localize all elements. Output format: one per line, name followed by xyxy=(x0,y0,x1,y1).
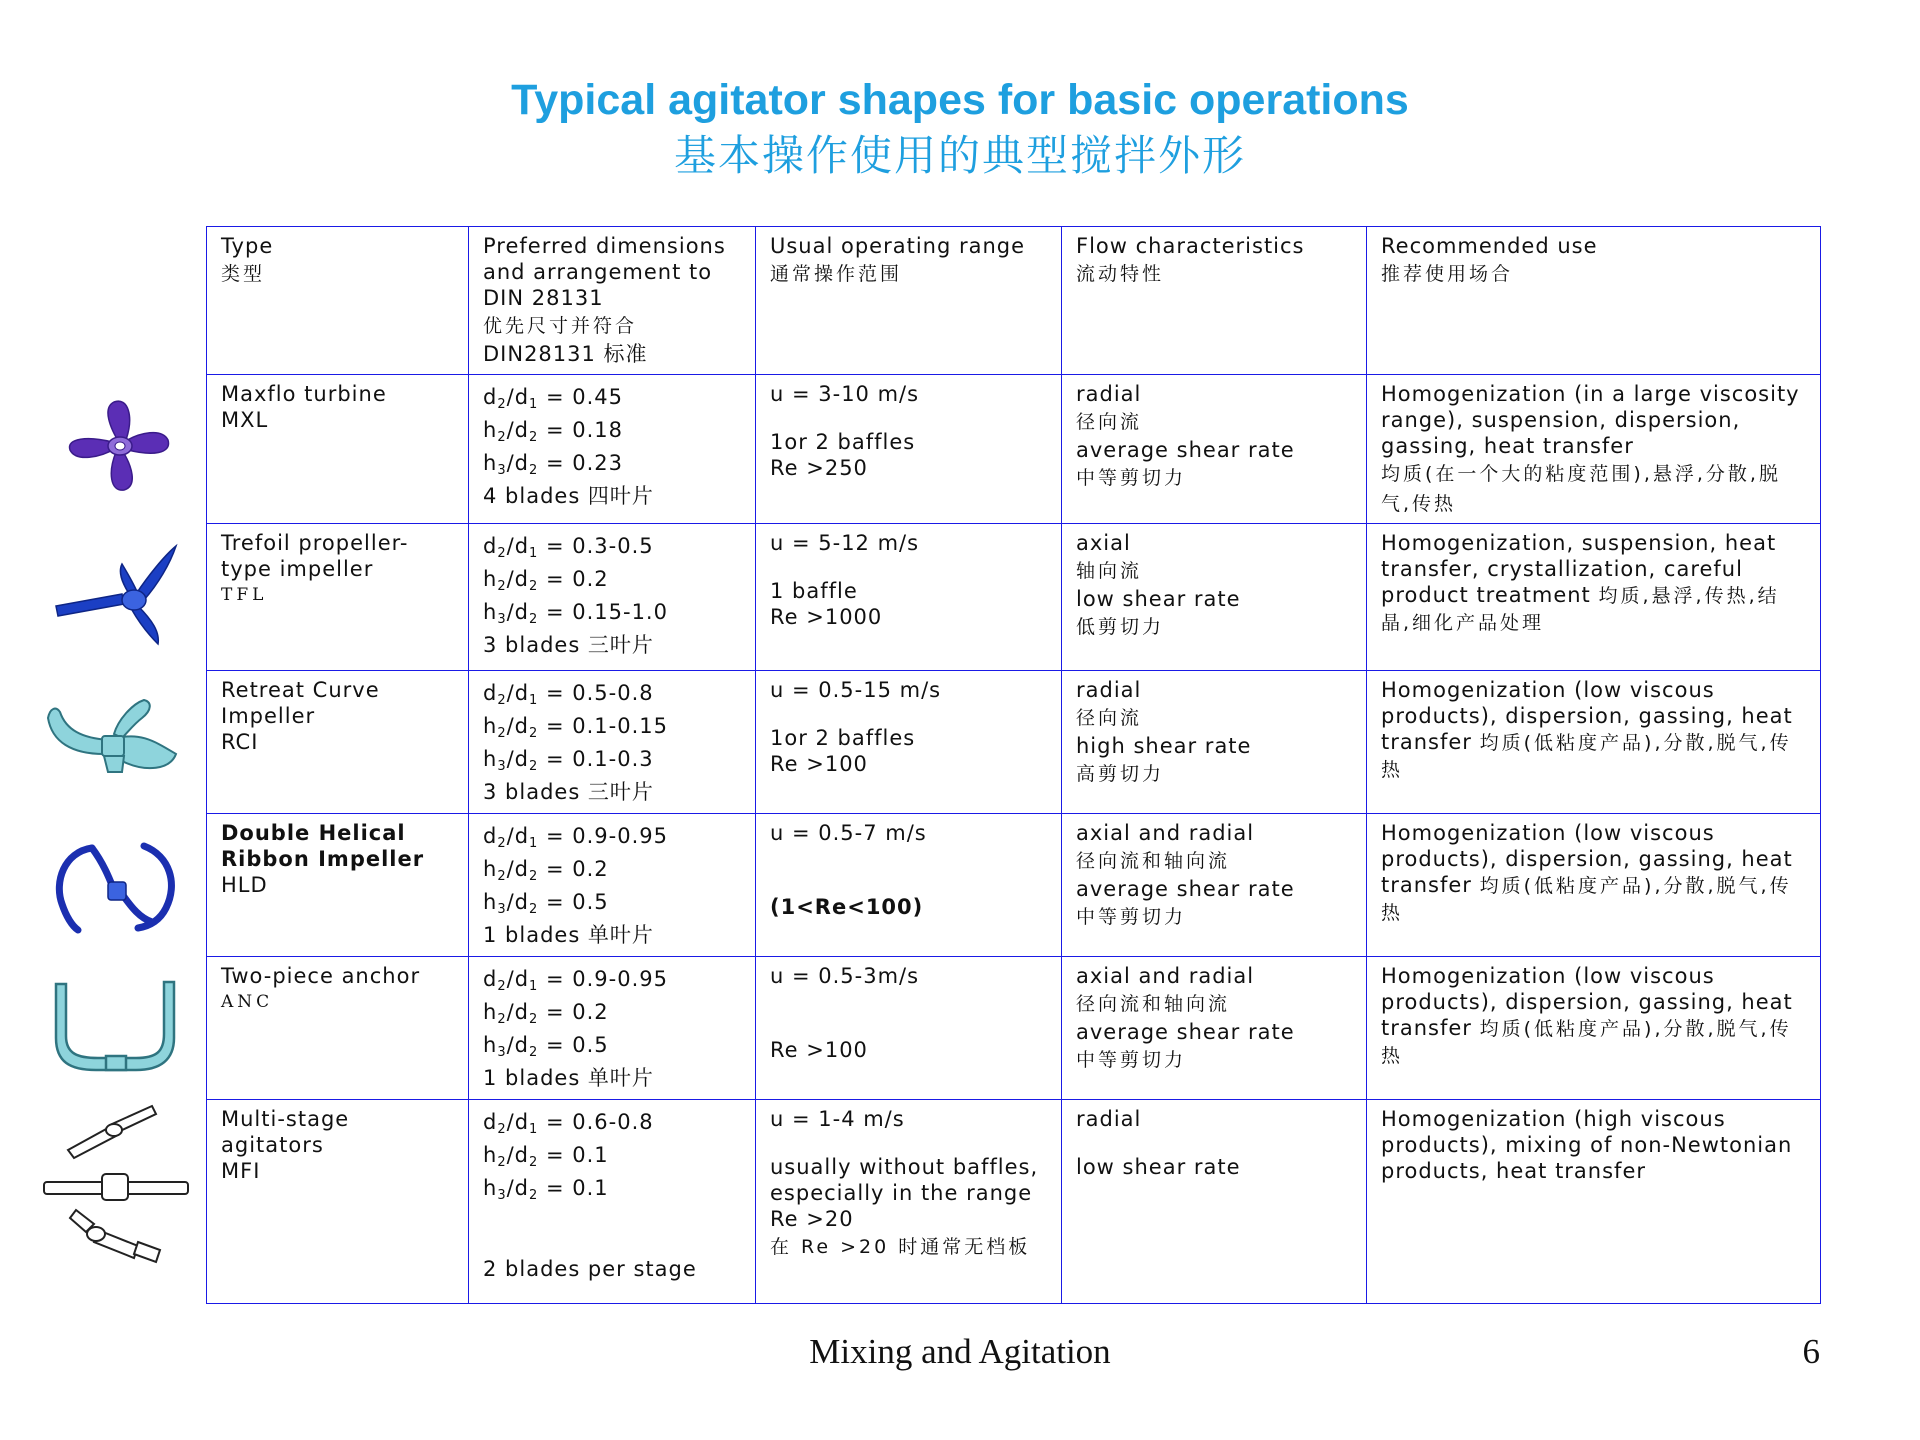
header-type-label: Type xyxy=(221,234,274,258)
table-row xyxy=(207,524,1821,671)
header-use-label-cn: 推荐使用场合 xyxy=(1381,263,1514,285)
header-dims-label: Preferred dimensions and arrangement to DIN 28131 xyxy=(483,234,726,310)
use-cell: Homogenization (in a large viscosity range), suspension, dispersion, gassing, heat transfer 均质(在一个大的粘度范围),悬浮,分散,脱气,传热 xyxy=(1367,375,1821,524)
multi-stage-agitator-icon xyxy=(38,1100,194,1264)
header-dims-label-cn: 优先尺寸并符合 xyxy=(483,315,638,337)
use-cell: Homogenization (low viscous products), dispersion, gassing, heat transfer 均质(低粘度产品),分散,脱气,传热 xyxy=(1367,814,1821,957)
header-range-label: Usual operating range xyxy=(770,234,1026,258)
flow-cell: axial and radial 径向流和轴向流 average shear rate 中等剪切力 xyxy=(1062,814,1367,957)
footer-title: Mixing and Agitation xyxy=(809,1332,1111,1371)
table-header-row xyxy=(207,227,1821,375)
header-flow-label: Flow characteristics xyxy=(1076,234,1305,258)
use-cell: Homogenization (low viscous products), dispersion, gassing, heat transfer 均质(低粘度产品),分散,脱气,传热 xyxy=(1367,671,1821,814)
dims-cell: $d_2/d_1 = 0.9-0.95$ $h_2/d_2 = 0.2$ $h_3/d_2 = 0.5$ 1 blades 单叶片 xyxy=(469,814,756,957)
range-cell: u = 1-4 m/s usually without baffles, especially in the range Re >20 在 Re >20 时通常无档板 xyxy=(756,1100,1062,1304)
header-type-label-cn: 类型 xyxy=(221,263,266,285)
page-number: 6 xyxy=(1802,1332,1820,1371)
flow-cell: axial and radial 径向流和轴向流 average shear rate 中等剪切力 xyxy=(1062,957,1367,1100)
header-type xyxy=(207,227,469,375)
table-row xyxy=(207,1100,1821,1304)
table-row xyxy=(207,814,1821,957)
type-cell: Maxflo turbine MXL xyxy=(207,375,469,524)
range-cell: u = 0.5-3m/s Re >100 xyxy=(756,957,1062,1100)
range-cell: u = 3-10 m/s 1or 2 baffles Re >250 xyxy=(756,375,1062,524)
use-cell: Homogenization (high viscous products), mixing of non-Newtonian products, heat transfer xyxy=(1367,1100,1821,1304)
flow-cell: radial 径向流 average shear rate 中等剪切力 xyxy=(1062,375,1367,524)
dims-cell: $d_2/d_1 = 0.9-0.95$ $h_2/d_2 = 0.2$ $h_3/d_2 = 0.5$ 1 blades 单叶片 xyxy=(469,957,756,1100)
double-helical-ribbon-icon xyxy=(52,838,182,934)
trefoil-propeller-icon xyxy=(52,540,192,648)
flow-cell: axial 轴向流 low shear rate 低剪切力 xyxy=(1062,524,1367,671)
header-use xyxy=(1367,227,1821,375)
header-dims-label-cn2: DIN28131 标准 xyxy=(483,342,648,366)
table-row xyxy=(207,671,1821,814)
flow-cell: radial low shear rate xyxy=(1062,1100,1367,1304)
type-cell: Retreat Curve Impeller RCI xyxy=(207,671,469,814)
header-dims xyxy=(469,227,756,375)
range-cell: u = 5-12 m/s 1 baffle Re >1000 xyxy=(756,524,1062,671)
header-flow xyxy=(1062,227,1367,375)
type-cell: Double Helical Ribbon Impeller HLD xyxy=(207,814,469,957)
dims-cell: $d_2/d_1 = 0.5-0.8$ $h_2/d_2 = 0.1-0.15$ $h_3/d_2 = 0.1-0.3$ 3 blades 三叶片 xyxy=(469,671,756,814)
dims-cell: $d_2/d_1 = 0.6-0.8$ $h_2/d_2 = 0.1$ $h_3/d_2 = 0.1$ 2 blades per stage xyxy=(469,1100,756,1304)
flow-cell: radial 径向流 high shear rate 高剪切力 xyxy=(1062,671,1367,814)
header-flow-label-cn: 流动特性 xyxy=(1076,263,1165,285)
page-title: Typical agitator shapes for basic operations xyxy=(511,76,1409,124)
type-cell: Two-piece anchor ANC xyxy=(207,957,469,1100)
retreat-curve-impeller-icon xyxy=(42,692,182,782)
dims-cell: $d_2/d_1 = 0.3-0.5$ $h_2/d_2 = 0.2$ $h_3/d_2 = 0.15-1.0$ 3 blades 三叶片 xyxy=(469,524,756,671)
use-cell: Homogenization (low viscous products), dispersion, gassing, heat transfer 均质(低粘度产品),分散,脱气,传热 xyxy=(1367,957,1821,1100)
range-cell: u = 0.5-7 m/s (1<Re<100) xyxy=(756,814,1062,957)
use-cell: Homogenization, suspension, heat transfer, crystallization, careful product treatment 均质,悬浮,传热,结晶,细化产品处理 xyxy=(1367,524,1821,671)
maxflo-turbine-icon xyxy=(62,398,178,494)
dims-cell: $d_2/d_1 = 0.45$ $h_2/d_2 = 0.18$ $h_3/d_2 = 0.23$ 4 blades 四叶片 xyxy=(469,375,756,524)
page-title-chinese: 基本操作使用的典型搅拌外形 xyxy=(673,131,1246,180)
table-row xyxy=(207,375,1821,524)
two-piece-anchor-icon xyxy=(52,974,182,1074)
header-use-label: Recommended use xyxy=(1381,234,1598,258)
agitator-table xyxy=(206,226,1821,1304)
type-cell: Trefoil propeller-type impeller TFL xyxy=(207,524,469,671)
header-range xyxy=(756,227,1062,375)
table-row xyxy=(207,957,1821,1100)
header-range-label-cn: 通常操作范围 xyxy=(770,263,903,285)
range-cell: u = 0.5-15 m/s 1or 2 baffles Re >100 xyxy=(756,671,1062,814)
type-cell: Multi-stage agitators MFI xyxy=(207,1100,469,1304)
